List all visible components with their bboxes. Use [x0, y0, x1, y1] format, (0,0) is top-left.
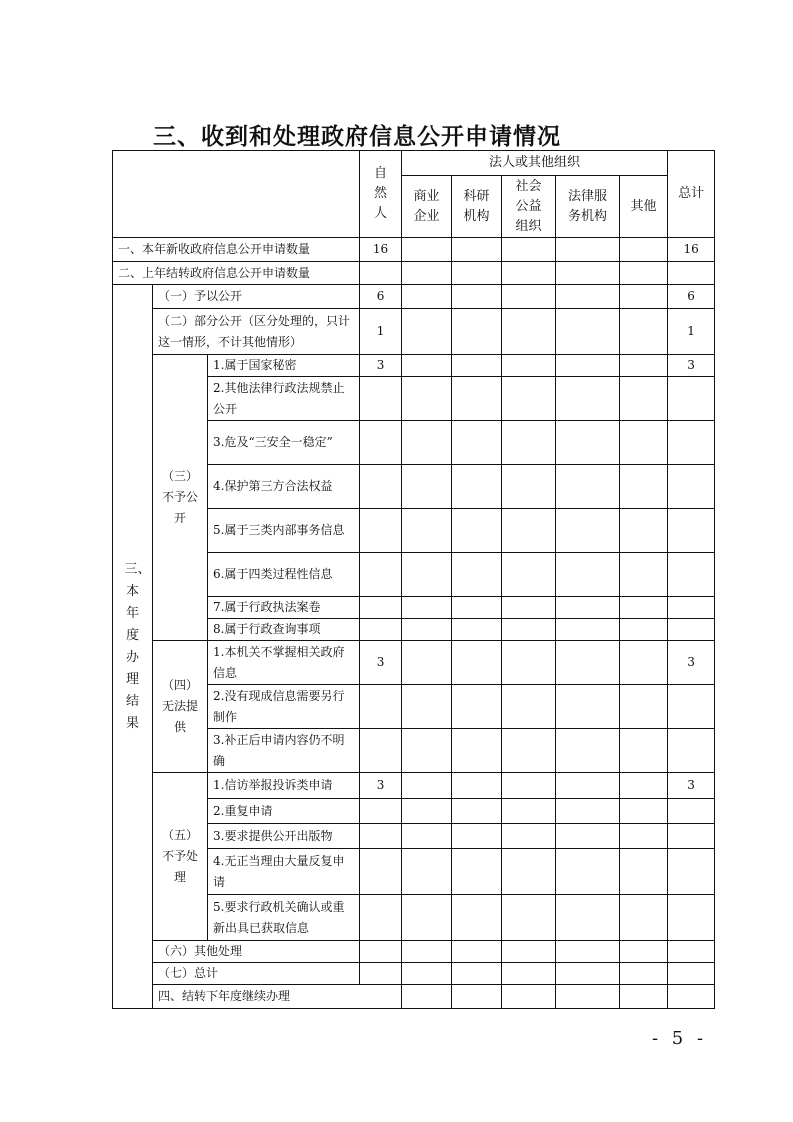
cell-natural: 3: [360, 355, 402, 377]
row-label: （六）其他处理: [153, 941, 360, 963]
header-natural-person: 自然人: [360, 151, 402, 238]
row-label: 5.属于三类内部事务信息: [208, 509, 360, 553]
row-label: 二、上年结转政府信息公开申请数量: [113, 262, 360, 285]
page-number: - 5 -: [652, 1028, 708, 1049]
row-label: 8.属于行政查询事项: [208, 619, 360, 641]
row-label: 4.无正当理由大量反复申请: [208, 849, 360, 895]
group-5-label: （五）不予处理: [153, 773, 208, 941]
cell-natural: 1: [360, 309, 402, 355]
group-3-label: （三）不予公开: [153, 355, 208, 641]
row-label: 2.没有现成信息需要另行制作: [208, 685, 360, 729]
row-label: 3.危及“三安全一稳定”: [208, 421, 360, 465]
header-blank: [113, 151, 360, 238]
row-label: 一、本年新收政府信息公开申请数量: [113, 238, 360, 262]
row-label: 1.信访举报投诉类申请: [208, 773, 360, 799]
cell-total: 3: [668, 773, 715, 799]
row-label: 四、结转下年度继续办理: [153, 985, 402, 1009]
row-label: （一）予以公开: [153, 285, 360, 309]
header-other: 其他: [620, 176, 668, 238]
cell-total: 16: [668, 238, 715, 262]
group-4-label: （四）无法提供: [153, 641, 208, 773]
header-total: 总计: [668, 151, 715, 238]
row-label: 6.属于四类过程性信息: [208, 553, 360, 597]
cell-natural: 3: [360, 641, 402, 685]
header-social: 社会公益组织: [502, 176, 556, 238]
row-label: 4.保护第三方合法权益: [208, 465, 360, 509]
header-business: 商业企业: [402, 176, 452, 238]
page-title: 三、收到和处理政府信息公开申请情况: [153, 124, 561, 150]
row-label: （七）总计: [153, 963, 360, 985]
row-label: 1.本机关不掌握相关政府信息: [208, 641, 360, 685]
cell-total: 1: [668, 309, 715, 355]
cell-natural: 6: [360, 285, 402, 309]
row-label: 3.要求提供公开出版物: [208, 824, 360, 849]
cell-total: 3: [668, 641, 715, 685]
row-label: 2.其他法律行政法规禁止公开: [208, 377, 360, 421]
cell-total: 6: [668, 285, 715, 309]
section-3-label: 三、本年度办理结果: [113, 285, 153, 1009]
cell-total: 3: [668, 355, 715, 377]
row-label: 5.要求行政机关确认或重新出具已获取信息: [208, 895, 360, 941]
header-legal-group: 法人或其他组织: [402, 151, 668, 176]
row-label: 7.属于行政执法案卷: [208, 597, 360, 619]
row-label: 1.属于国家秘密: [208, 355, 360, 377]
cell-natural: 16: [360, 238, 402, 262]
header-research: 科研机构: [452, 176, 502, 238]
row-label: （二）部分公开（区分处理的，只计这一情形，不计其他情形）: [153, 309, 360, 355]
application-stats-table: [112, 150, 715, 1009]
row-label: 3.补正后申请内容仍不明确: [208, 729, 360, 773]
cell-natural: 3: [360, 773, 402, 799]
row-label: 2.重复申请: [208, 799, 360, 824]
header-legal-service: 法律服务机构: [556, 176, 620, 238]
